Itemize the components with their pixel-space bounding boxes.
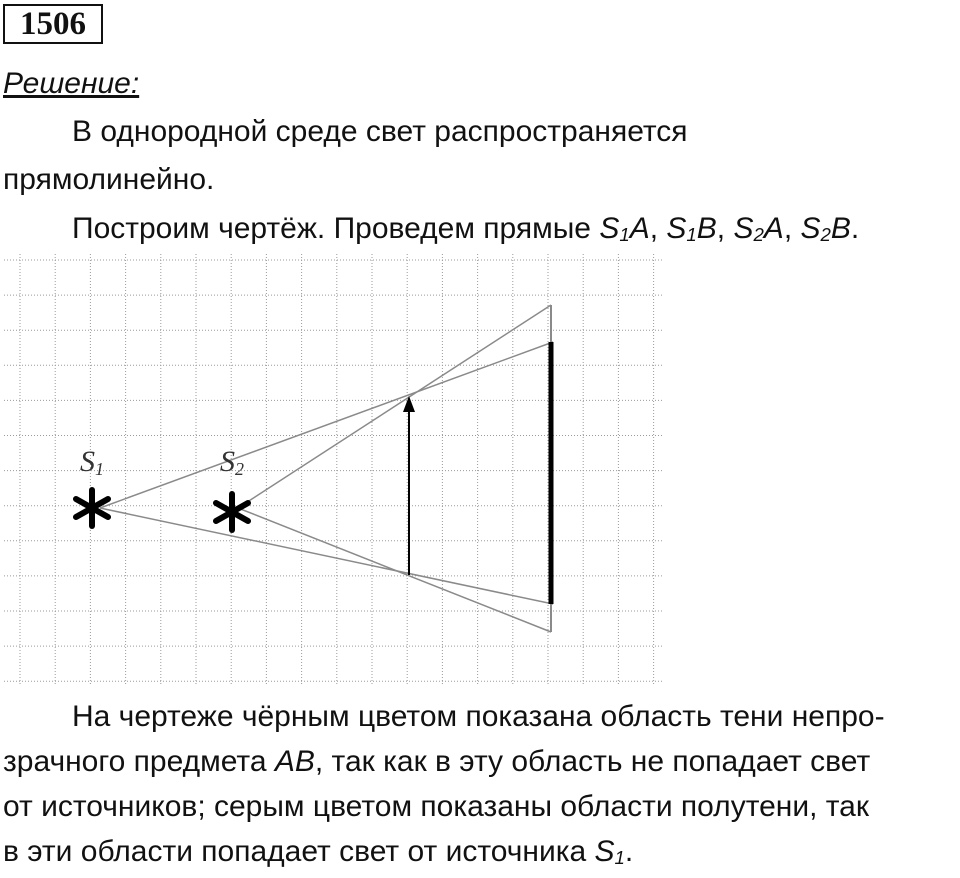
rays — [100, 305, 553, 632]
problem-number: 1506 — [3, 4, 103, 44]
paragraph-1-line-2: прямолинейно. — [3, 163, 215, 196]
shadow-diagram — [0, 250, 668, 688]
paragraph-3-line-1: На чертеже чёрным цветом показана область тени непро- — [72, 700, 885, 733]
line-s1b: $S_1B$ — [666, 212, 717, 245]
object-ab — [403, 396, 415, 575]
source-s2 — [216, 445, 248, 530]
paragraph-1-line-1: В однородной среде свет распространяется — [72, 115, 688, 148]
svg-text:S2 — [220, 445, 244, 479]
label-s2-sub: 2 — [235, 459, 244, 479]
line-s2a: $S_2A$ — [733, 212, 784, 245]
star-icon — [216, 494, 248, 530]
label-s1: S — [80, 445, 95, 478]
solution-heading: Решение: — [3, 67, 140, 100]
paragraph-3-line-3: от источников; серым цветом показаны области полутени, так — [3, 790, 869, 823]
source-s1-label: $S_1$ — [594, 835, 625, 868]
ray-s1-a — [100, 342, 553, 508]
svg-text:S1 — [80, 445, 104, 479]
ray-s2-b — [238, 508, 551, 632]
paragraph-3-line-4: в эти области попадает свет от источника $S_1$. — [3, 835, 634, 868]
paragraph-3-line-2: зрачного предмета AB, так как в эту область не попадает свет — [3, 745, 871, 778]
label-s2: S — [220, 445, 235, 478]
source-s1 — [76, 445, 108, 526]
line-s1a: $S_1A$ — [599, 212, 650, 245]
object-ab-label: AB — [274, 745, 315, 778]
ray-s1-b — [100, 508, 553, 604]
arrow-head-icon — [403, 396, 415, 412]
line-s2b: $S_2B$ — [800, 212, 851, 245]
ray-s2-a — [238, 305, 551, 508]
paragraph-2-text: Построим чертёж. Проведем прямые — [72, 212, 600, 245]
label-s1-sub: 1 — [95, 459, 104, 479]
paragraph-2: Построим чертёж. Проведем прямые $S_1A$, $S_1B$, $S_2A$, $S_2B$. — [72, 212, 860, 245]
